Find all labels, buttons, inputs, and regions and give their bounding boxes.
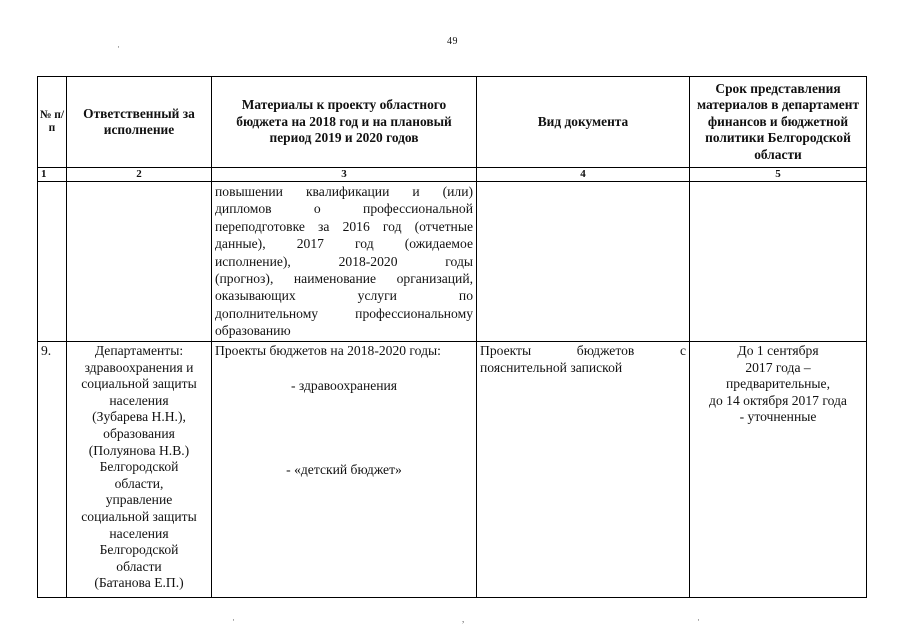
text-line: - «детский бюджет» [286,462,402,478]
text-line: образования [103,425,175,441]
text-line: переподготовке за 2016 год (отчетные [215,218,473,234]
spacer [215,360,473,378]
text-line: оказывающих услуги по [215,288,473,304]
text-line: (Полуянова Н.В.) [88,442,190,458]
text-line: 2017 года – [745,359,811,375]
budget-materials-table [37,76,867,598]
scan-speck: , [462,614,465,624]
text-line: образованию [215,323,291,339]
text-line: населения [109,392,169,408]
text-line: дипломов о профессиональной [215,201,473,217]
text-line: исполнение), 2018-2020 годы [215,253,473,269]
column-number: 3 [212,168,477,182]
column-number: 4 [477,168,690,182]
text-line: социальной защиты [81,376,197,392]
text-line: Департаменты: [94,343,184,358]
cell-materials-continuation [212,182,477,342]
column-number: 5 [690,168,867,182]
text-line: до 14 октября 2017 года [709,392,847,408]
text-line: повышении квалификации и (или) [215,184,473,199]
table-header-row [38,77,867,168]
cell-doc-type [477,342,690,598]
header-responsible: Ответственный за исполнение [67,77,212,168]
column-number-row [38,168,867,182]
header-materials: Материалы к проекту областного бюджета на 2018 год и на плановый период 2019 и 2020 годов [212,77,477,168]
scan-speck: · [117,42,120,52]
text-line: данные), 2017 год (ожидаемое [215,236,473,252]
text-line: населения [109,525,169,541]
cell-num-empty [38,182,67,342]
text-line: - здравоохранения [290,377,398,393]
text-line: дополнительному профессиональному [215,305,473,321]
text-line: социальной защиты [81,508,197,524]
cell-num: 9. [38,342,67,598]
table-row [38,182,867,342]
text-line: пояснительной запиской [480,359,623,375]
text-line: (Зубарева Н.Н.), [92,409,186,425]
text-line: области [116,558,162,574]
text-line: здравоохранения и [84,359,194,375]
column-number: 2 [67,168,212,182]
cell-deadline [690,342,867,598]
cell-responsible [67,342,212,598]
cell-materials [212,342,477,598]
text-line: предварительные, [726,376,830,392]
scan-speck: · [232,615,235,625]
cell-deadline-empty [690,182,867,342]
text-line: (прогноз), наименование организаций, [215,271,473,287]
text-line: - уточненные [739,409,817,425]
header-deadline: Срок представления материалов в департамент финансов и бюджетной политики Белгородской области [690,77,867,168]
text-line: Проекты бюджетов на 2018-2020 годы: [215,343,441,358]
text-line: Проекты бюджетов с [480,343,686,358]
cell-responsible-empty [67,182,212,342]
cell-doc-type-empty [477,182,690,342]
text-line: Белгородской [99,459,179,475]
text-line: До 1 сентября [737,343,819,358]
text-line: области, [114,475,164,491]
spacer [215,394,473,462]
header-num: № п/п [38,77,67,168]
header-doc-type: Вид документа [477,77,690,168]
table-row [38,342,867,598]
column-number: 1 [38,168,67,182]
scan-speck: · [697,615,700,625]
text-line: управление [105,492,173,508]
page-number: 49 [447,36,458,47]
text-line: Белгородской [99,542,179,558]
text-line: (Батанова Е.П.) [94,575,184,591]
